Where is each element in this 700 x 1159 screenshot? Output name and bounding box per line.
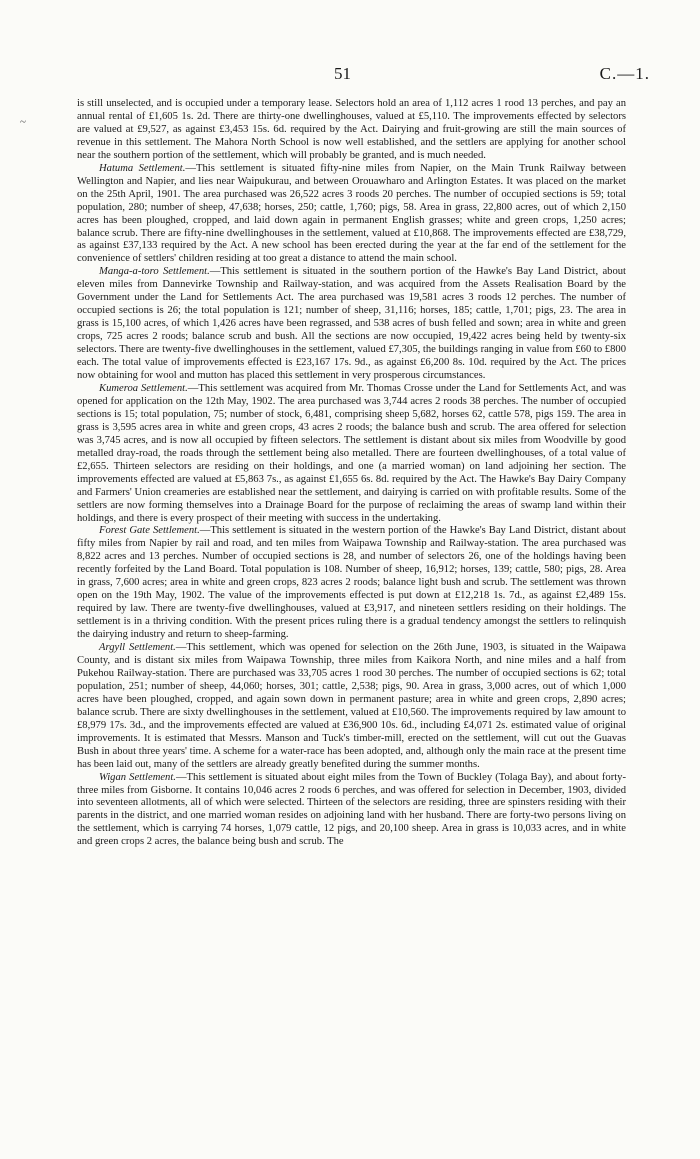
paragraph-heading: Manga-a-toro Settlement. [99,266,210,278]
paragraph-heading: Wigan Settlement. [99,771,176,783]
paragraph-text: —This settlement, which was opened for selection on the 26th June, 1903, is situated in the Waipawa County, and is distant six miles from Waipawa Township, three miles from Kaikora North, and nine miles and a half from Pukehou Railway-station. There are purchased was 33,705 acres 1 rood 30 perches. The number of occupied sections is 62; total population, 251; number of sheep, 44,060; horses, 301; cattle, 2,538; pigs, 90. Area in grass, 3,000 acres, out of which 1,000 acres have been ploughed, cropped, and again sown down in permanent pasture; area in white and green crops, 2,890 acres; balance scrub. There are sixty dwellinghouses in the settlement, valued at £10,560. The improvements required by law amount to £8,979 17s. 3d., and the improvements effected are valued at £36,900 10s. 6d., including £4,071 2s. estimated value of original improvements. It is estimated that Messrs. Manson and Tuck's timber-mill, erected on the settlement, will cut out the Guavas Bush in about three years' time. A scheme for a water-race has been adopted, and, although only the main race at the present time has been laid out, many of the settlers are already greatly benefited during the summer months. [77,642,626,770]
document-reference: C.—1. [599,64,650,83]
paragraph-text: —This settlement is situated in the southern portion of the Hawke's Bay Land District, about eleven miles from Dannevirke Township and Railway-station, and was acquired from the Assets Realisation Board by the Government under the Land for Settlements Act. The area purchased was 19,581 acres 3 roods 12 perches. The number of occupied sections is 26; the total population is 121; number of sheep, 31,116; horses, 185; cattle, 1,701; pigs, 23. The area in grass is 15,100 acres, of which 1,426 acres have been regrassed, and 538 acres of bush felled and sown; area in white and green crops, 725 acres 2 roods; balance scrub and bush. All the sections are now occupied, 19,422 acres being held by twenty-six selectors. There are twenty-five dwellinghouses in the settlement, valued £7,305, the buildings ranging in value from £60 to £800 each. The total value of improvements effected is £23,167 17s. 9d., as against £6,200 8s. 10d. required by the Act. The prices now obtaining for wool and mutton has placed this settlement in very prosperous circumstances. [77,266,627,382]
paragraph-text: is still unselected, and is occupied under a temporary lease. Selectors hold an area of 1,112 acres 1 rood 13 perches, and pay an annual rental of £1,605 1s. 2d. There are thirty-one dwellinghouses, valued at £5,110. The improvements effected by selectors are valued at £9,527, as against £3,453 15s. 6d. required by the Act. Dairying and fruit-growing are still the main sources of revenue in this settlement. The Mahora North School is now well established, and the settlers are applying for another school near the southern portion of the settlement, which will probably be granted, and is much needed. [77,98,626,161]
paragraph-kumeroa [77,383,626,525]
body-text [77,98,626,849]
paragraph-text: —This settlement is situated in the western portion of the Hawke's Bay Land District, distant about fifty miles from Napier by rail and road, and ten miles from Waipawa Township and Railway-station. The area purchased was 8,822 acres and 13 perches. Number of occupied sections is 28, and number of selectors 26, one of the holdings having been recently forfeited by the Land Board. Total population is 108. Number of sheep, 16,912; horses, 139; cattle, 580; pigs, 28. Area in grass, 7,600 acres; area in white and green crops, 823 acres 2 roods; balance light bush and scrub. The settlement was thrown open on the 19th May, 1902. The value of the improvements effected is put down at £12,218 1s. 7d., as against £2,489 15s. required by law. There are twenty-five dwellinghouses, valued at £3,917, and nineteen settlers residing on their holdings. The settlement is in a thriving condition. With the present prices ruling there is a gradual tendency amongst the settlers to relinquish the dairying industry and return to sheep-farming. [77,525,626,641]
page-header [0,64,700,86]
paragraph-text: —This settlement is situated about eight miles from the Town of Buckley (Tolaga Bay), and about forty-three miles from Gisborne. It contains 10,046 acres 2 roods 6 perches, and was offered for selection in December, 1903, divided into seventeen allotments, all of which were selected. Thirteen of the selectors are residing, three are spinsters residing with their parents in the district, and one married woman resides on adjoining land with her husband. There are forty-two persons living on the settlement, which is carrying 74 horses, 1,079 cattle, 12 pigs, and 20,100 sheep. Area in grass is 10,033 acres, and in white and green crops 2 acres, the balance being bush and scrub. The [77,771,626,848]
paragraph-hatuma [77,163,626,267]
paragraph-heading: Forest Gate Settlement. [99,525,200,537]
paragraph-forest-gate [77,525,626,642]
paragraph-wigan [77,772,626,850]
paragraph-continuation [77,98,626,163]
paragraph-heading: Hatuma Settlement. [99,162,186,174]
page-number: 51 [334,64,351,83]
paragraph-text: —This settlement was acquired from Mr. Thomas Crosse under the Land for Settlements Act, and was opened for application on the 12th May, 1902. The area purchased was 3,744 acres 2 roods 38 perches. The number of occupied sections is 15; total population, 75; number of stock, 6,481, comprising sheep 5,682, horses 62, cattle 578, pigs 159. The area in grass is 3,595 acres area in white and green crops, 43 acres 2 roods; the balance bush and scrub. The area offered for selection was 3,745 acres, and is now all occupied by fifteen selectors. The settlement is distant about six miles from Woodville by good metalled dray-road, the roads through the settlement being also metalled. There are fourteen dwellinghouses, of a total value of £2,655. Thirteen selectors are residing on their holdings, and one (a married woman) on land adjoining her section. The improvements effected are valued at £5,863 7s., as against £1,655 6s. 8d. required by the Act. The Hawke's Bay Dairy Company and Farmers' Union creameries are established near the settlement, and dairying is carried on with profitable results. Some of the settlers are now forming themselves into a Drainage Board for the purpose of reclaiming the areas of swamp land within their holdings, and there is every prospect of their meeting with success in the undertaking. [77,382,626,524]
paragraph-heading: Kumeroa Settlement. [99,382,188,394]
paragraph-argyll [77,642,626,772]
paragraph-heading: Argyll Settlement. [99,642,176,654]
margin-mark: ~ [20,116,26,128]
paragraph-text: —This settlement is situated fifty-nine miles from Napier, on the Main Trunk Railway between Wellington and Napier, and lies near Waipukurau, and between Orouawharo and Arlington Estates. It was placed on the market on the 25th April, 1901. The area purchased was 26,522 acres 3 roods 20 perches. The number of occupied sections is 59; total population, 280; number of sheep, 47,638; horses, 250; cattle, 1,760; pigs, 58. Area in grass, 22,800 acres, out of which 2,150 acres has been ploughed, cropped, and laid down again in permanent English grasses; white and green crops, 1,250 acres; balance scrub. There are fifty-nine dwellinghouses in the settlement, valued at £10,868. The improvements effected are £38,729, as against £37,133 required by the Act. A new school has been erected during the year at the far end of the settlement for the convenience of settlers' children residing at too great a distance to attend the main school. [77,162,626,265]
paragraph-manga-a-toro [77,266,626,383]
